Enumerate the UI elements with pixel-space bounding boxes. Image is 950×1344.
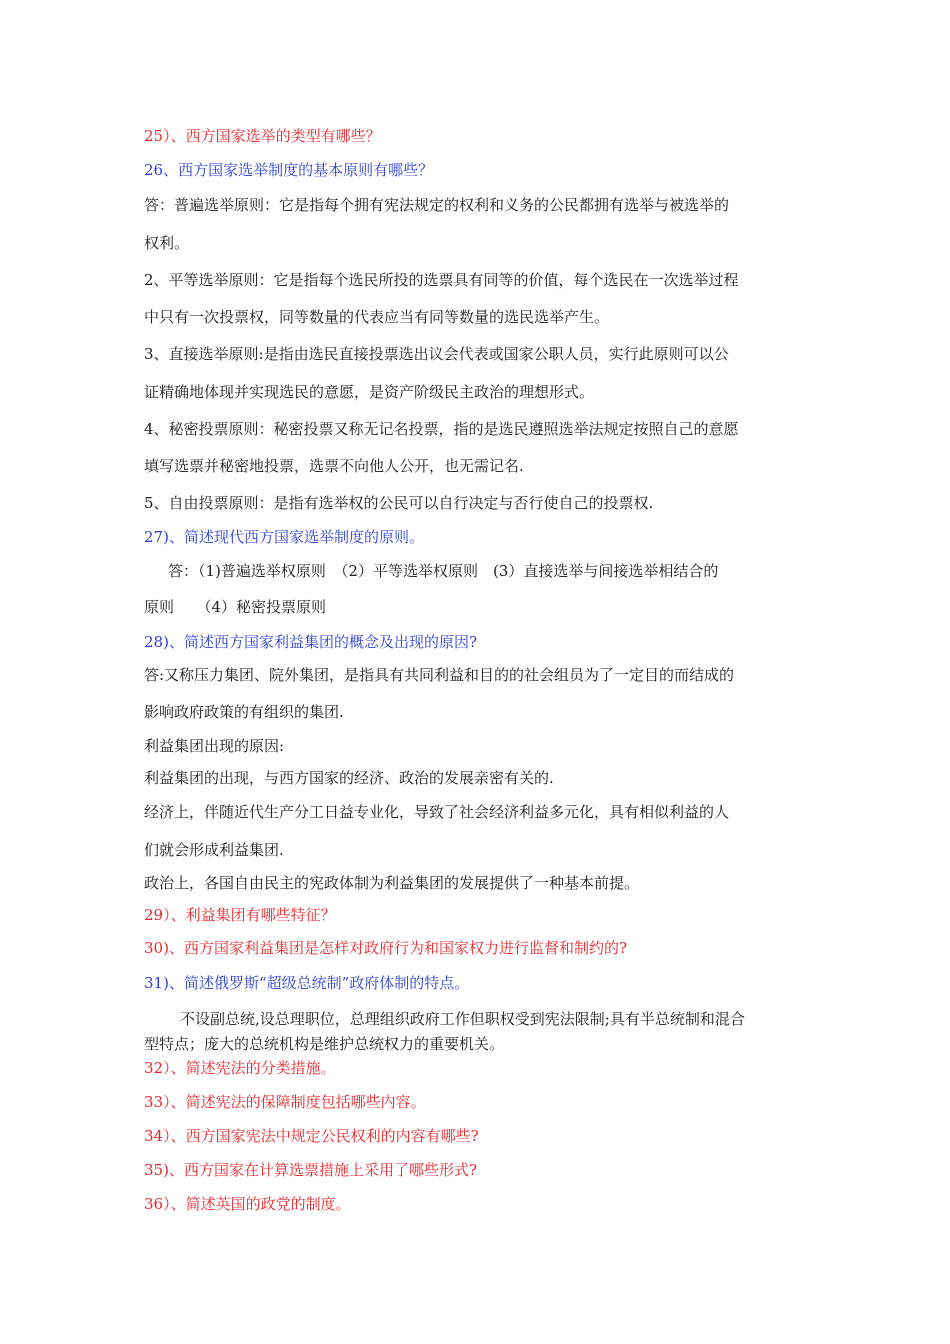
- answer-line: 利益集团的出现，与西方国家的经济、政治的发展亲密有关的.: [144, 769, 554, 787]
- answer-line: 原则 （4）秘密投票原则: [144, 598, 327, 616]
- question-30: 30)、西方国家利益集团是怎样对政府行为和国家权力进行监督和制约的?: [144, 939, 627, 957]
- answer-line: 答：（1)普遍选举权原则 （2）平等选举权原则 (3）直接选举与间接选举相结合的: [168, 562, 719, 580]
- question-34: 34）、西方国家宪法中规定公民权利的内容有哪些?: [144, 1127, 479, 1145]
- answer-line: 3、直接选举原则:是指由选民直接投票选出议会代表或国家公职人员，实行此原则可以公: [144, 345, 729, 363]
- question-31: 31)、简述俄罗斯“超级总统制”政府体制的特点。: [144, 974, 470, 992]
- answer-line: 5、自由投票原则：是指有选举权的公民可以自行决定与否行使自己的投票权.: [144, 494, 654, 512]
- answer-line: 权利。: [144, 234, 190, 252]
- question-35: 35)、西方国家在计算选票措施上采用了哪些形式?: [144, 1161, 477, 1179]
- answer-line: 利益集团出现的原因:: [144, 737, 285, 755]
- question-27: 27)、简述现代西方国家选举制度的原则。: [144, 528, 424, 546]
- answer-line: 中只有一次投票权，同等数量的代表应当有同等数量的选民选举产生。: [144, 308, 610, 326]
- answer-line: 政治上，各国自由民主的宪政体制为利益集团的发展提供了一种基本前提。: [144, 874, 640, 892]
- answer-line: 不设副总统,设总理职位，总理组织政府工作但职权受到宪法限制;具有半总统制和混合: [180, 1010, 745, 1028]
- answer-line: 影响政府政策的有组织的集团.: [144, 703, 344, 721]
- answer-line: 经济上，伴随近代生产分工日益专业化，导致了社会经济利益多元化，具有相似利益的人: [144, 803, 730, 821]
- question-26: 26、西方国家选举制度的基本原则有哪些？: [144, 161, 434, 179]
- answer-line: 2、平等选举原则：它是指每个选民所投的选票具有同等的价值，每个选民在一次选举过程: [144, 271, 739, 289]
- question-36: 36）、简述英国的政党的制度。: [144, 1195, 351, 1213]
- answer-line: 答：普遍选举原则：它是指每个拥有宪法规定的权利和义务的公民都拥有选举与被选举的: [144, 196, 730, 214]
- question-28: 28)、简述西方国家利益集团的概念及出现的原因?: [144, 633, 477, 651]
- question-29: 29）、利益集团有哪些特征？: [144, 906, 336, 924]
- answer-line: 4、秘密投票原则：秘密投票又称无记名投票，指的是选民遵照选举法规定按照自己的意愿: [144, 420, 739, 438]
- answer-line: 答:又称压力集团、院外集团，是指具有共同利益和目的的社会组员为了一定目的而结成的: [144, 666, 735, 684]
- answer-line: 填写选票并秘密地投票，选票不向他人公开，也无需记名.: [144, 457, 524, 475]
- answer-line: 证精确地体现并实现选民的意愿，是资产阶级民主政治的理想形式。: [144, 383, 595, 401]
- question-32: 32）、简述宪法的分类措施。: [144, 1059, 336, 1077]
- question-25: 25）、西方国家选举的类型有哪些？: [144, 127, 381, 145]
- question-33: 33）、简述宪法的保障制度包括哪些内容。: [144, 1093, 426, 1111]
- answer-line: 们就会形成利益集团.: [144, 841, 284, 859]
- answer-line: 型特点；庞大的总统机构是维护总统权力的重要机关。: [144, 1035, 505, 1053]
